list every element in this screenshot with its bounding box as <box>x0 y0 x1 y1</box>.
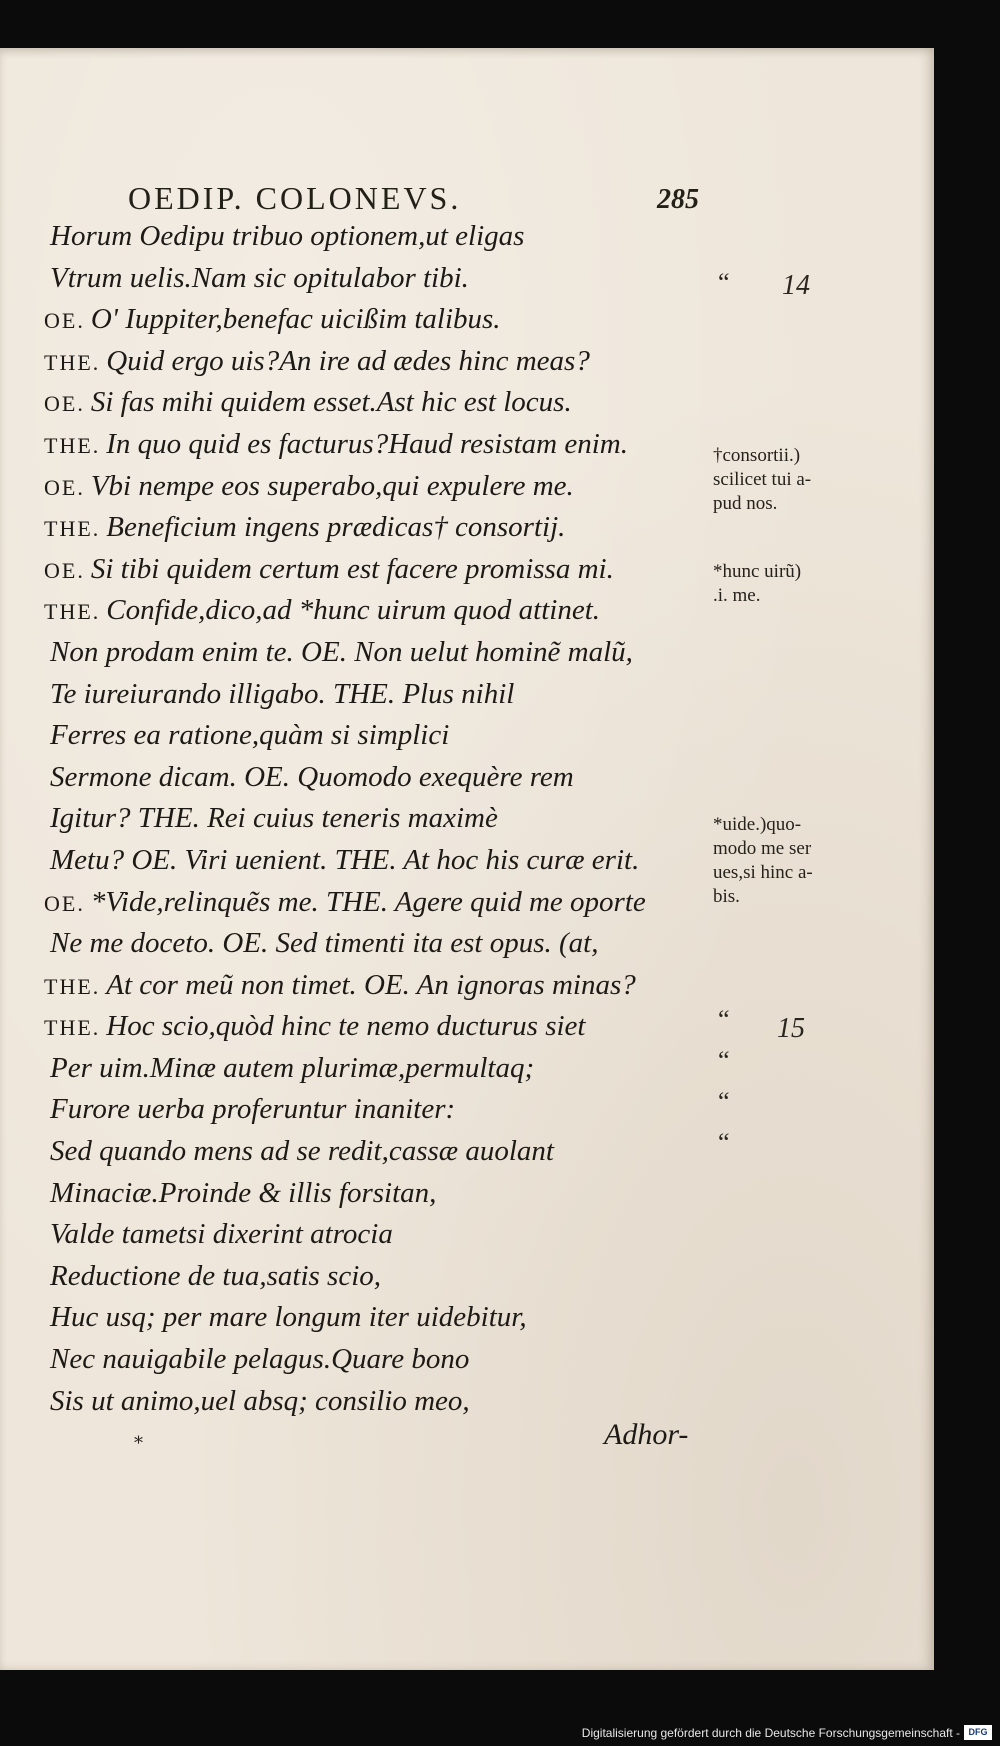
verse-line: OE. O' Iuppiter,benefac uicißim talibus. <box>44 303 501 336</box>
verse-line: OE. Vbi nempe eos superabo,qui expulere me. <box>44 469 574 502</box>
verse-line: Ne me doceto. OE. Sed timenti ita est opus. (at, <box>50 927 599 960</box>
page-number: 285 <box>657 184 699 215</box>
margin-note-uide: *uide.)quo- modo me ser ues,si hinc a- bis. <box>713 814 813 907</box>
verse-line: Valde tametsi dixerint atrocia <box>50 1218 393 1251</box>
verse-line: THE. Quid ergo uis?An ire ad ædes hinc meas? <box>44 344 590 377</box>
catchword: Adhor- <box>604 1418 689 1451</box>
signature-mark: * <box>134 1433 143 1454</box>
digitization-credit: Digitalisierung gefördert durch die Deutsche Forschungsgemeinschaft - <box>581 1726 960 1740</box>
verse-line: THE. At cor meũ non timet. OE. An ignoras minas? <box>44 968 636 1001</box>
verse-line: Reductione de tua,satis scio, <box>50 1259 382 1292</box>
verse-line: Furore uerba proferuntur inaniter: <box>50 1093 456 1126</box>
verse-line: THE. Confide,dico,ad *hunc uirum quod attinet. <box>44 594 601 627</box>
verse-text-block <box>44 216 724 1422</box>
margin-line-number: 14 <box>782 270 810 301</box>
verse-line: Non prodam enim te. OE. Non uelut hominẽ malũ, <box>50 635 633 668</box>
verse-line: OE. *Vide,relinquẽs me. THE. Agere quid me oporte <box>44 885 646 918</box>
verse-line: THE. In quo quid es facturus?Haud resistam enim. <box>44 427 628 460</box>
verse-line: Horum Oedipu tribuo optionem,ut eligas <box>50 220 525 252</box>
verse-line: OE. Si fas mihi quidem esset.Ast hic est locus. <box>44 386 572 419</box>
verse-line: Sermone dicam. OE. Quomodo exequère rem <box>50 760 574 793</box>
quotation-mark: “ <box>718 1128 730 1157</box>
verse-line: THE. Beneficium ingens prædicas† consortij. <box>44 511 566 544</box>
running-title: OEDIP. COLONEVS. <box>128 180 462 216</box>
verse-line: Sed quando mens ad se redit,cassæ auolant <box>50 1135 554 1168</box>
margin-note-hunc: *hunc uirũ) .i. me. <box>713 561 802 606</box>
verse-line: Minaciæ.Proinde & illis forsitan, <box>50 1176 437 1209</box>
verse-line: Sis ut animo,uel absq; consilio meo, <box>50 1384 470 1417</box>
verse-line: Ferres ea ratione,quàm si simplici <box>50 719 450 752</box>
dfg-logo: DFG <box>964 1725 992 1740</box>
verse-line: Per uim.Minæ autem plurimæ,permultaq; <box>50 1051 535 1084</box>
quotation-mark: “ <box>718 268 730 297</box>
verse-line: Vtrum uelis.Nam sic opitulabor tibi. <box>50 261 469 294</box>
quotation-mark: “ <box>718 1005 730 1034</box>
verse-line: Igitur? THE. Rei cuius teneris maximè <box>50 802 498 835</box>
book-page <box>0 48 934 1670</box>
verse-line: THE. Hoc scio,quòd hinc te nemo ducturus siet <box>44 1010 586 1043</box>
quotation-mark: “ <box>718 1046 730 1075</box>
verse-line: Te iureiurando illigabo. THE. Plus nihil <box>50 677 515 710</box>
quotation-mark: “ <box>718 1087 730 1116</box>
margin-note-consortii: †consortii.) scilicet tui a- pud nos. <box>713 445 812 514</box>
verse-line: Nec nauigabile pelagus.Quare bono <box>50 1343 470 1376</box>
margin-line-number: 15 <box>777 1013 805 1044</box>
verse-line: OE. Si tibi quidem certum est facere promissa mi. <box>44 552 614 585</box>
verse-line: Huc usq; per mare longum iter uidebitur, <box>50 1301 527 1334</box>
verse-line: Metu? OE. Viri uenient. THE. At hoc his curæ erit. <box>50 843 640 876</box>
